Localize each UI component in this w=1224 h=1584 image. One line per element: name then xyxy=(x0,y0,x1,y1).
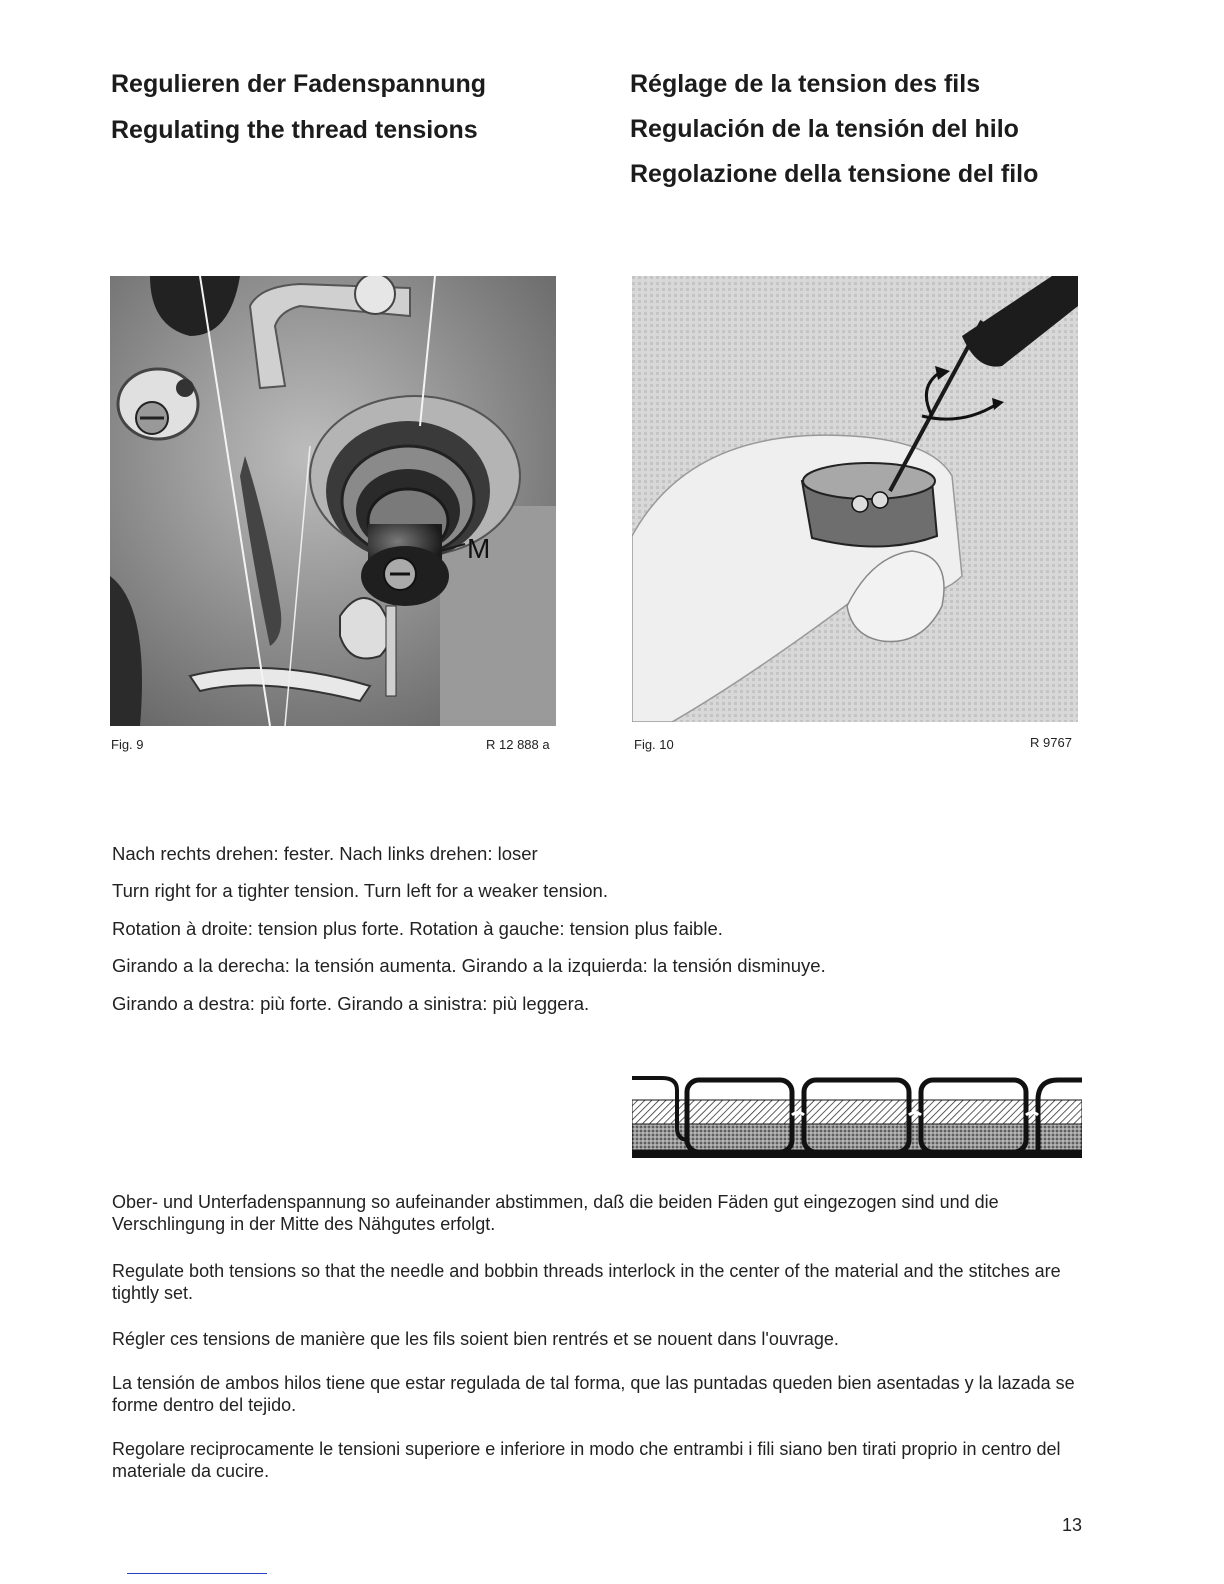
instruction-fr: Rotation à droite: tension plus forte. Rotation à gauche: tension plus faible. xyxy=(112,918,723,939)
footer-rule xyxy=(127,1573,267,1574)
heading-es: Regulación de la tensión del hilo xyxy=(630,115,1019,143)
figure-label-m: M xyxy=(467,533,491,564)
instruction-de: Nach rechts drehen: fester. Nach links drehen: loser xyxy=(112,843,538,864)
bobbin-case-adjustment-illustration xyxy=(632,276,1078,722)
instruction-it: Girando a destra: più forte. Girando a sinistra: più leggera. xyxy=(112,993,590,1014)
figure-10-caption: Fig. 10 xyxy=(634,737,674,752)
figure-9-photo xyxy=(110,276,556,726)
heading-it: Regolazione della tensione del filo xyxy=(630,160,1039,188)
stitch-interlock-diagram xyxy=(632,1070,1082,1160)
instruction-es: Girando a la derecha: la tensión aumenta. Girando a la izquierda: la tensión disminuye. xyxy=(112,955,826,976)
tension-assembly-illustration xyxy=(110,276,556,726)
heading-fr: Réglage de la tension des fils xyxy=(630,70,981,98)
stitch-diagram-illustration xyxy=(632,1070,1082,1160)
figure-10-reference: R 9767 xyxy=(1030,735,1072,750)
balance-paragraph-es: La tensión de ambos hilos tiene que estar regulada de tal forma, que las puntadas queden bien asentadas y la lazada se forme dentro del tejido. xyxy=(112,1373,1075,1415)
heading-de: Regulieren der Fadenspannung xyxy=(111,70,487,98)
balance-paragraph-en: Regulate both tensions so that the needle and bobbin threads interlock in the center of the material and the stitches are tightly set. xyxy=(112,1261,1061,1303)
balance-paragraph-fr: Régler ces tensions de manière que les fils soient bien rentrés et se nouent dans l'ouvrage. xyxy=(112,1329,839,1349)
figure-9-reference: R 12 888 a xyxy=(486,737,550,752)
heading-en: Regulating the thread tensions xyxy=(111,116,478,144)
figure-10-photo xyxy=(632,276,1078,722)
instruction-en: Turn right for a tighter tension. Turn left for a weaker tension. xyxy=(112,880,608,901)
balance-paragraph-it: Regolare reciprocamente le tensioni superiore e inferiore in modo che entrambi i fili siano ben tirati proprio in centro del materiale da cucire. xyxy=(112,1439,1061,1481)
figure-9-caption: Fig. 9 xyxy=(111,737,144,752)
page-number: 13 xyxy=(1062,1515,1083,1535)
balance-paragraph-de: Ober- und Unterfadenspannung so aufeinander abstimmen, daß die beiden Fäden gut eingezogen sind und die Verschlingung in der Mitte des Nähgutes erfolgt. xyxy=(112,1192,999,1234)
